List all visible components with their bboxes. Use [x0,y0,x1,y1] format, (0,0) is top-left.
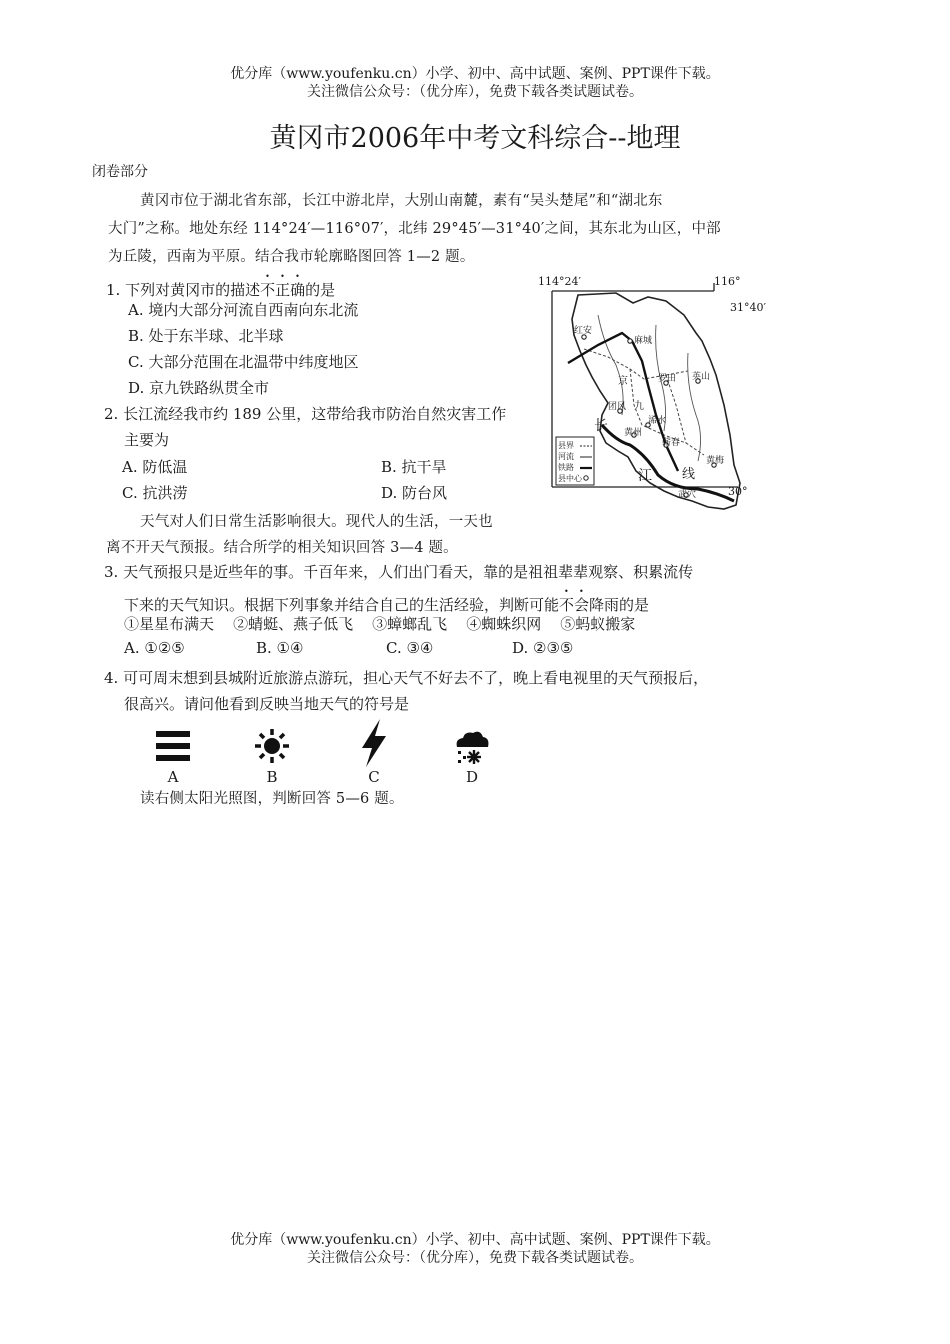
q4-label-a: A [167,768,179,786]
intro-line-2: 大门”之称。地处东经 114°24′—116°07′，北纬 29°45′—31°40′之间，其东北为山区，中部 [108,221,721,237]
q1-stem-before: 1. 下列对黄冈市的描述 [106,281,261,299]
q2-option-c: C. 抗洪涝 [122,484,188,502]
q3-line-2-before: 下来的天气知识。根据下列事象并结合自己的生活经验，判断可能 [124,596,560,614]
map-lon-right: 116° [714,275,741,288]
q1-option-b: B. 处于东半球、北半球 [128,327,284,345]
map-place-hongan: 红安 [574,326,593,336]
q1-stem-emph: 不正确 [260,281,306,299]
weather-intro-line-1: 天气对人们日常生活影响很大。现代人的生活，一天也 [140,514,493,530]
q3-items: ①星星布满天 ②蜻蜓、燕子低飞 ③蟑螂乱飞 ④蜘蛛织网 ⑤蚂蚁搬家 [124,615,636,633]
q3-line-2-after: 降雨的是 [589,596,650,614]
q4-label-c: C [368,768,380,786]
map-place-huangzhou: 黄州 [624,428,643,438]
map-place-jiu: 九 [634,401,644,412]
q1-stem [106,272,335,300]
q3-option-c: C. ③④ [386,639,434,657]
q5-intro: 读右侧太阳光照图，判断回答 5—6 题。 [140,791,404,807]
q1-option-c: C. 大部分范围在北温带中纬度地区 [128,353,359,371]
footer-line-1: 优分库（www.youfenku.cn）小学、初中、高中试题、案例、PPT课件下载。 [230,1232,720,1248]
sunny-icon [252,727,292,769]
q3-option-a: A. ①②⑤ [124,639,185,657]
map-place-macheng: 麻城 [634,336,653,346]
q2-option-a: A. 防低温 [122,458,188,476]
map-legend-boundary: 县界 [558,441,574,450]
q1-option-d: D. 京九铁路纵贯全市 [128,379,270,397]
haze-icon [153,727,193,769]
q2-stem-line-1: 2. 长江流经我市约 189 公里，这带给我市防治自然灾害工作 [104,405,507,423]
huanggang-outline-map [538,275,768,515]
q4-line-2: 很高兴。请问他看到反映当地天气的符号是 [124,695,410,713]
q2-stem-line-2: 主要为 [124,431,170,449]
map-place-xishui: 浠水 [648,416,667,426]
footer-line-2: 关注微信公众号：（优分库），免费下载各类试题试卷。 [307,1250,643,1266]
map-place-huangmei: 黄梅 [706,456,725,466]
map-legend-railway: 铁路 [558,463,574,472]
q3-line-2 [124,587,649,615]
map-lat-bottom: 30° [728,485,748,498]
q3-option-d: D. ②③⑤ [512,639,574,657]
lightning-icon [354,718,394,768]
page-title: 黄冈市2006年中考文科综合--地理 [269,123,681,154]
q4-label-b: B [266,768,278,786]
map-place-yingshan: 英山 [692,372,711,382]
header-line-2: 关注微信公众号：（优分库），免费下载各类试题试卷。 [307,84,643,100]
map-lon-left: 114°24′ [538,275,581,288]
map-legend-county-centre: 县中心 [558,474,582,483]
rain-snow-icon [452,727,492,769]
header-line-1: 优分库（www.youfenku.cn）小学、初中、高中试题、案例、PPT课件下载。 [230,66,720,82]
intro-line-3: 为丘陵，西南为平原。结合我市轮廓略图回答 1—2 题。 [108,249,475,265]
map-legend-river: 河流 [558,452,574,461]
section-label: 闭卷部分 [92,164,148,180]
weather-intro-line-2: 离不开天气预报。结合所学的相关知识回答 3—4 题。 [106,540,458,556]
q1-option-a: A. 境内大部分河流自西南向东北流 [128,301,359,319]
q4-label-d: D [465,768,479,786]
map-place-jing: 京 [618,376,628,387]
q3-line-2-emph: 不会 [559,596,590,614]
q2-option-b: B. 抗干旱 [381,458,447,476]
q3-line-1: 3. 天气预报只是近些年的事。千百年来，人们出门看天，靠的是祖祖辈辈观察、积累流传 [104,563,694,581]
map-lat-top: 31°40′ [730,301,766,314]
q2-option-d: D. 防台风 [381,484,448,502]
map-river-xian: 线 [682,467,696,482]
q3-option-b: B. ①④ [256,639,304,657]
map-river-jiang: 江 [638,468,652,484]
map-place-luotian: 罗田 [658,374,677,384]
map-place-wuxue: 武穴 [678,490,697,500]
intro-line-1: 黄冈市位于湖北省东部，长江中游北岸，大别山南麓，素有“吴头楚尾”和“湖北东 [140,193,663,209]
map-river-chang: 长 [594,418,608,434]
q4-line-1: 4. 可可周末想到县城附近旅游点游玩，担心天气不好去不了，晚上看电视里的天气预报后， [104,669,709,687]
q1-stem-after: 的是 [305,281,336,299]
map-place-qichun: 蕲春 [662,438,681,448]
map-place-tuanfeng: 团风 [608,402,627,412]
